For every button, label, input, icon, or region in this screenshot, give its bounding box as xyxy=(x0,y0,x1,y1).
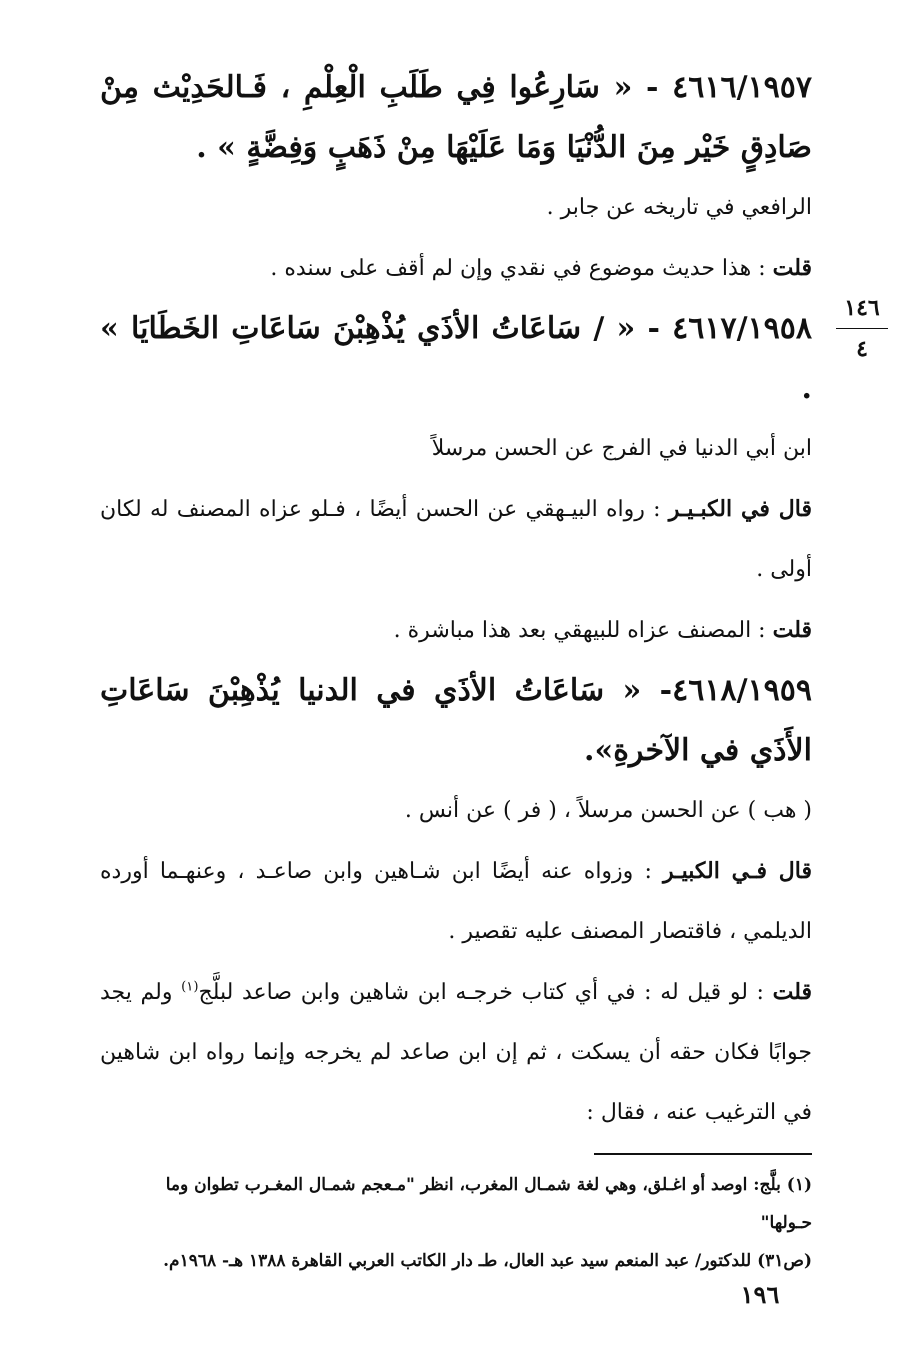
hadith-1959: ٤٦١٨/١٩٥٩- « سَاعَاتُ الأذَي في الدنيا يُذْهِبْنَ سَاعَاتِ الأَذَي في الآخرةِ». xyxy=(100,673,812,768)
qult-text: : المصنف عزاه للبيهقي بعد هذا مباشرة . xyxy=(393,618,773,643)
qult-paragraph xyxy=(100,238,812,299)
margin-reference xyxy=(836,292,888,365)
margin-reference-top: ١٤٦ xyxy=(844,295,880,321)
footnote-marker: (١) xyxy=(181,979,199,995)
source-note: ابن أبي الدنيا في الفرج عن الحسن مرسلاً xyxy=(431,436,812,461)
qal-label: قال فـي الكبيـر xyxy=(663,858,812,884)
footnote-separator xyxy=(594,1153,812,1155)
hadith-1957: ٤٦١٦/١٩٥٧ - « سَارِعُوا فِي طَلَبِ الْعِلْمِ ، فَـالحَدِيْث مِنْ صَادِقٍ خَيْر مِنَ الدُّنْيَا وَمَا عَلَيْهَا مِنْ ذَهَبٍ وَفِضَّةٍ » . xyxy=(100,70,812,165)
qult-label: قلت xyxy=(772,255,812,281)
qult-label: قلت xyxy=(772,979,813,1005)
qal-paragraph xyxy=(100,841,812,962)
qal-text: : رواه البيـهقي عن الحسن أيضًا ، فـلو عزاه المصنف له لكان أولى . xyxy=(100,497,812,582)
margin-reference-rule xyxy=(836,328,888,329)
margin-reference-bottom: ٤ xyxy=(856,336,868,362)
page-number: ١٩٦ xyxy=(740,1280,780,1309)
source-note: ( هب ) عن الحسن مرسلاً ، ( فر ) عن أنس . xyxy=(404,798,812,823)
qult-text: : هذا حديث موضوع في نقدي وإن لم أقف على سنده . xyxy=(270,256,773,281)
qal-paragraph xyxy=(100,479,812,600)
qult-label: قلت xyxy=(772,617,812,643)
qult-paragraph xyxy=(100,600,812,661)
qal-text: : وزواه عنه أيضًا ابن شـاهين وابن صاعـد ، وعنهـما أورده الديلمي ، فاقتصار المصنف عليه تقصير . xyxy=(100,859,812,944)
qult-text-after: ولم يجد جوابًا فكان حقه أن يسكت ، ثم إن ابن صاعد لم يخرجه وإنما رواه ابن شاهين في الترغيب عنه ، فقال : xyxy=(100,980,812,1125)
footnote-line: (ص٣١) للدكتور/ عبد المنعم سيد عبد العال، طـ دار الكاتب العربي القاهرة ١٣٨٨ هـ- ١٩٦٨م. xyxy=(163,1251,812,1271)
qult-text-before: : لو قيل له : في أي كتاب خرجـه ابن شاهين وابن صاعد لبلَّج xyxy=(198,980,773,1005)
hadith-1958: ٤٦١٧/١٩٥٨ - « / سَاعَاتُ الأذَي يُذْهِبْنَ سَاعَاتِ الخَطَايَا » . xyxy=(100,311,812,406)
qult-paragraph xyxy=(100,962,812,1143)
main-text xyxy=(100,58,812,1143)
qal-label: قال في الكبـيـر xyxy=(668,496,812,522)
source-note: الرافعي في تاريخه عن جابر . xyxy=(546,195,812,220)
footnotes xyxy=(110,1166,812,1280)
footnote-line: (١) بلَّج: اوصد أو اغـلق، وهي لغة شمـال المغرب، انظر "مـعجم شمـال المغـرب تطوان وما حـولها" xyxy=(165,1175,812,1233)
